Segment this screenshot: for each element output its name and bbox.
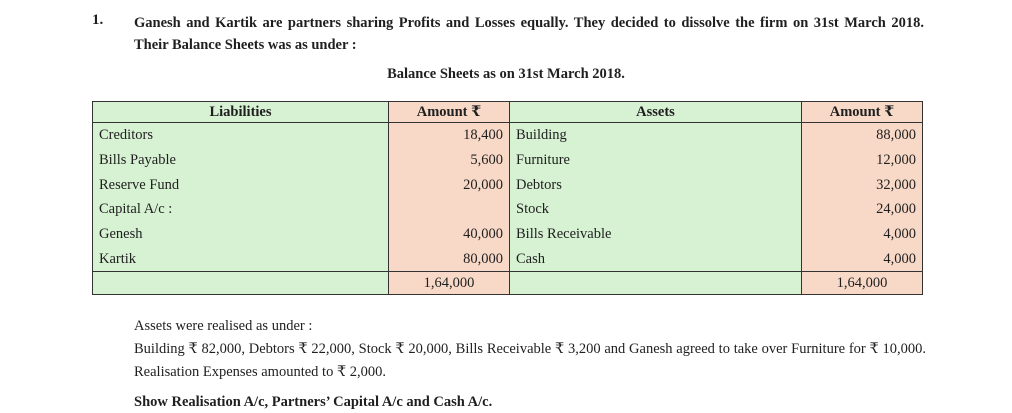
notes-details: Building ₹ 82,000, Debtors ₹ 22,000, Stock ₹ 20,000, Bills Receivable ₹ 3,200 and Ganesh agreed to take over Furniture for ₹ 10,000. Realisation Expenses amounted to ₹ 2,000. bbox=[134, 341, 926, 380]
header-assets: Assets bbox=[510, 102, 802, 123]
balance-sheet-title: Balance Sheets as on 31st March 2018. bbox=[387, 66, 625, 82]
balance-sheet-table bbox=[92, 101, 923, 295]
notes-instruction: Show Realisation A/c, Partners’ Capital A/c and Cash A/c. bbox=[134, 394, 493, 410]
liability-amount: 18,400 bbox=[389, 123, 510, 148]
liability-name: Creditors bbox=[93, 123, 389, 148]
total-assets: 1,64,000 bbox=[802, 272, 923, 295]
question-number: 1. bbox=[92, 12, 104, 28]
asset-name: Stock bbox=[510, 197, 802, 222]
liability-name: Capital A/c : bbox=[93, 197, 389, 222]
asset-amount: 4,000 bbox=[802, 246, 923, 271]
total-asset-label-cell bbox=[510, 272, 802, 295]
liability-name: Bills Payable bbox=[93, 148, 389, 173]
liability-amount: 20,000 bbox=[389, 172, 510, 197]
realisation-notes bbox=[134, 314, 926, 413]
question-text: Ganesh and Kartik are partners sharing Profits and Losses equally. They decided to dissolve the firm on 31st March 2018. Their Balance Sheets was as under : bbox=[134, 15, 924, 53]
total-row bbox=[93, 272, 923, 295]
liability-amount: 80,000 bbox=[389, 246, 510, 271]
asset-name: Furniture bbox=[510, 148, 802, 173]
header-asset-amount: Amount ₹ bbox=[802, 102, 923, 123]
asset-amount: 24,000 bbox=[802, 197, 923, 222]
liability-name: Kartik bbox=[93, 246, 389, 271]
table-row bbox=[93, 197, 923, 222]
liability-amount: 40,000 bbox=[389, 222, 510, 247]
table-row bbox=[93, 246, 923, 271]
header-liabilities: Liabilities bbox=[93, 102, 389, 123]
asset-name: Building bbox=[510, 123, 802, 148]
asset-amount: 12,000 bbox=[802, 148, 923, 173]
table-header-row bbox=[93, 102, 923, 123]
liability-name: Genesh bbox=[93, 222, 389, 247]
asset-amount: 32,000 bbox=[802, 172, 923, 197]
liability-amount bbox=[389, 197, 510, 222]
table-row bbox=[93, 148, 923, 173]
table-row bbox=[93, 222, 923, 247]
liability-amount: 5,600 bbox=[389, 148, 510, 173]
asset-name: Bills Receivable bbox=[510, 222, 802, 247]
total-liab-label-cell bbox=[93, 272, 389, 295]
liability-name: Reserve Fund bbox=[93, 172, 389, 197]
asset-name: Debtors bbox=[510, 172, 802, 197]
asset-amount: 88,000 bbox=[802, 123, 923, 148]
table-row bbox=[93, 123, 923, 148]
table-row bbox=[93, 172, 923, 197]
notes-intro: Assets were realised as under : bbox=[134, 318, 313, 334]
asset-name: Cash bbox=[510, 246, 802, 271]
header-liab-amount: Amount ₹ bbox=[389, 102, 510, 123]
total-liabilities: 1,64,000 bbox=[389, 272, 510, 295]
asset-amount: 4,000 bbox=[802, 222, 923, 247]
